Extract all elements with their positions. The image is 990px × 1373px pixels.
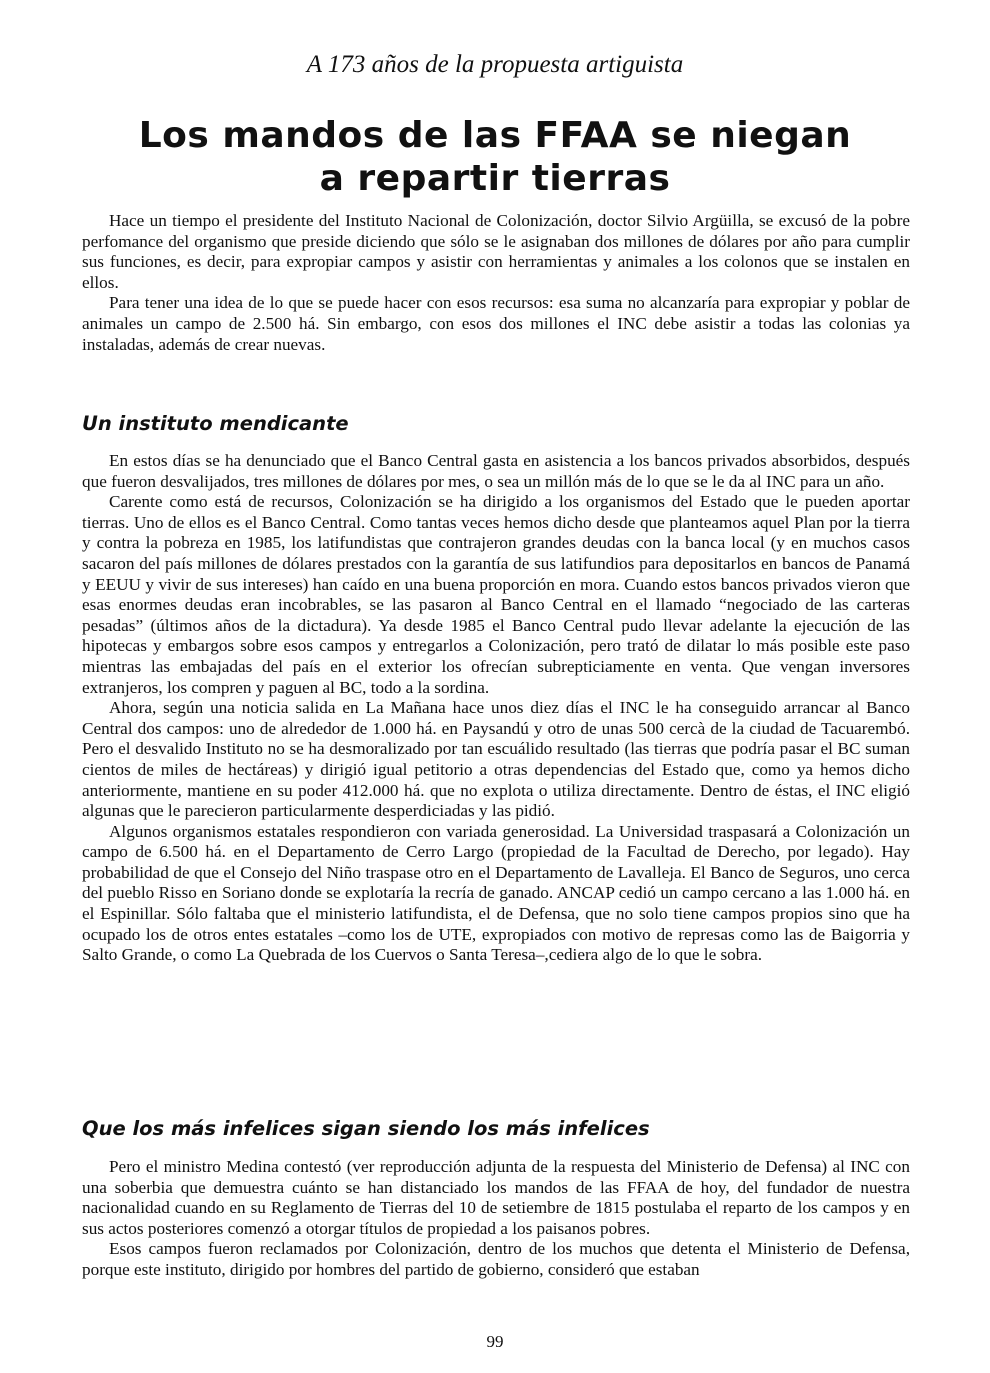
- section-heading-mas-infelices: Que los más infelices sigan siendo los más infelices: [82, 1117, 650, 1140]
- paragraph: Pero el ministro Medina contestó (ver reproducción adjunta de la respuesta del Ministerio de Defensa) al INC con una soberbia que demuestra cuánto se han distanciado los mandos de las FFAA de hoy, del fundador de nuestra nacionalidad cuando en su Reglamento de Tierras del 10 de setiembre de 1815 postulaba el reparto de los campos y en sus actos posteriores comenzó a otorgar títulos de propiedad a los paisanos pobres.: [82, 1157, 910, 1238]
- paragraph: Algunos organismos estatales respondieron con variada generosidad. La Universidad traspasará a Colonización un campo de 6.500 há. en el Departamento de Cerro Largo (propiedad de la Facultad de Derecho, por legado). Hay probabilidad de que el Consejo del Niño traspase otro en el Departamento de Lavalleja. El Banco de Seguros, uno cerca del pueblo Risso en Soriano donde se explotaría la recría de ganado. ANCAP cedió un campo cercano a las 1.000 há. en el Espinillar. Sólo faltaba que el ministerio latifundista, el de Defensa, que no solo tiene campos propios sino que ha ocupado los de otros entes estatales –como los de UTE, expropiados con motivo de represas como las de Baigorria y Salto Grande, o como La Quebrada de los Cuervos o Santa Teresa–,cediera algo de lo que le sobra.: [82, 821, 910, 965]
- section1-text: [82, 451, 910, 966]
- paragraph: Carente como está de recursos, Colonización se ha dirigido a los organismos del Estado que le pueden aportar tierras. Uno de ellos es el Banco Central. Como tantas veces hemos dicho desde que planteamos aquel Plan por la tierra y contra la pobreza en 1985, los latifundistas que contrajeron grandes deudas con la banca local (y en muchos casos sacaron del país millones de dólares prestados con la garantía de sus latifundios para depositarlos en bancos de Panamá y EEUU y vivir de sus intereses) han caído en una buena proporción en mora. Cuando estos bancos privados vieron que esas enormes deudas eran incobrables, se las pasaron al Banco Central en el llamado “negociado de las carteras pesadas” (últimos años de la dictadura). Ya desde 1985 el Banco Central pudo llevar adelante la ejecución de las hipotecas y embargos sobre esos campos y entregarlos a Colonización, pero trató de dilatar lo más posible este paso mientras las embajadas del país en el exterior los ofrecían subrepticiamente en venta. Que vengan inversores extranjeros, los compren y paguen al BC, todo a la sordina.: [82, 492, 910, 697]
- article-headline: [0, 114, 990, 200]
- section-heading-instituto-mendicante: Un instituto mendicante: [82, 412, 349, 435]
- paragraph: Ahora, según una noticia salida en La Mañana hace unos diez días el INC le ha conseguido arrancar al Banco Central dos campos: uno de alrededor de 1.000 há. en Paysandú y otro de unas 500 cercà de la ciudad de Tacuarembó. Pero el desvalido Instituto no se ha desmoralizado por tan escuálido resultado (las tierras que podría pasar el BC suman cientos de miles de hectáreas) y dirigió igual petitorio a otras dependencias del Estado que, como ya hemos dicho anteriormente, mantiene en su poder 412.000 há. que no explota o utiliza directamente. Dentro de éstas, el INC eligió algunas que le parecieron particularmente desperdiciadas y las pidió.: [82, 698, 910, 821]
- intro-text: [82, 211, 910, 355]
- paragraph: En estos días se ha denunciado que el Banco Central gasta en asistencia a los bancos privados absorbidos, después que fueron desvalijados, tres millones de dólares por mes, o sea un millón más de lo que se le da al INC para un año.: [82, 451, 910, 491]
- paragraph: Para tener una idea de lo que se puede hacer con esos recursos: esa suma no alcanzaría para expropiar y poblar de animales un campo de 2.500 há. Sin embargo, con esos dos millones el INC debe asistir a todas las colonias ya instaladas, además de crear nuevas.: [82, 293, 910, 354]
- paragraph: Hace un tiempo el presidente del Instituto Nacional de Colonización, doctor Silvio Argüilla, se excusó de la pobre perfomance del organismo que preside diciendo que sólo se le asignaban dos millones de dólares por año para cumplir sus funciones, es decir, para expropiar campos y asistir con herramientas y animales a los colonos que se instalen en ellos.: [82, 211, 910, 292]
- paragraph: Esos campos fueron reclamados por Colonización, dentro de los muchos que detenta el Ministerio de Defensa, porque este instituto, dirigido por hombres del partido de gobierno, consideró que estaban: [82, 1239, 910, 1279]
- kicker-line: A 173 años de la propuesta artiguista: [306, 51, 684, 78]
- headline-line-1: Los mandos de las FFAA se niegan: [138, 115, 852, 156]
- headline-line-2: a repartir tierras: [319, 158, 671, 199]
- section2-text: [82, 1157, 910, 1281]
- page-number: 99: [486, 1332, 504, 1351]
